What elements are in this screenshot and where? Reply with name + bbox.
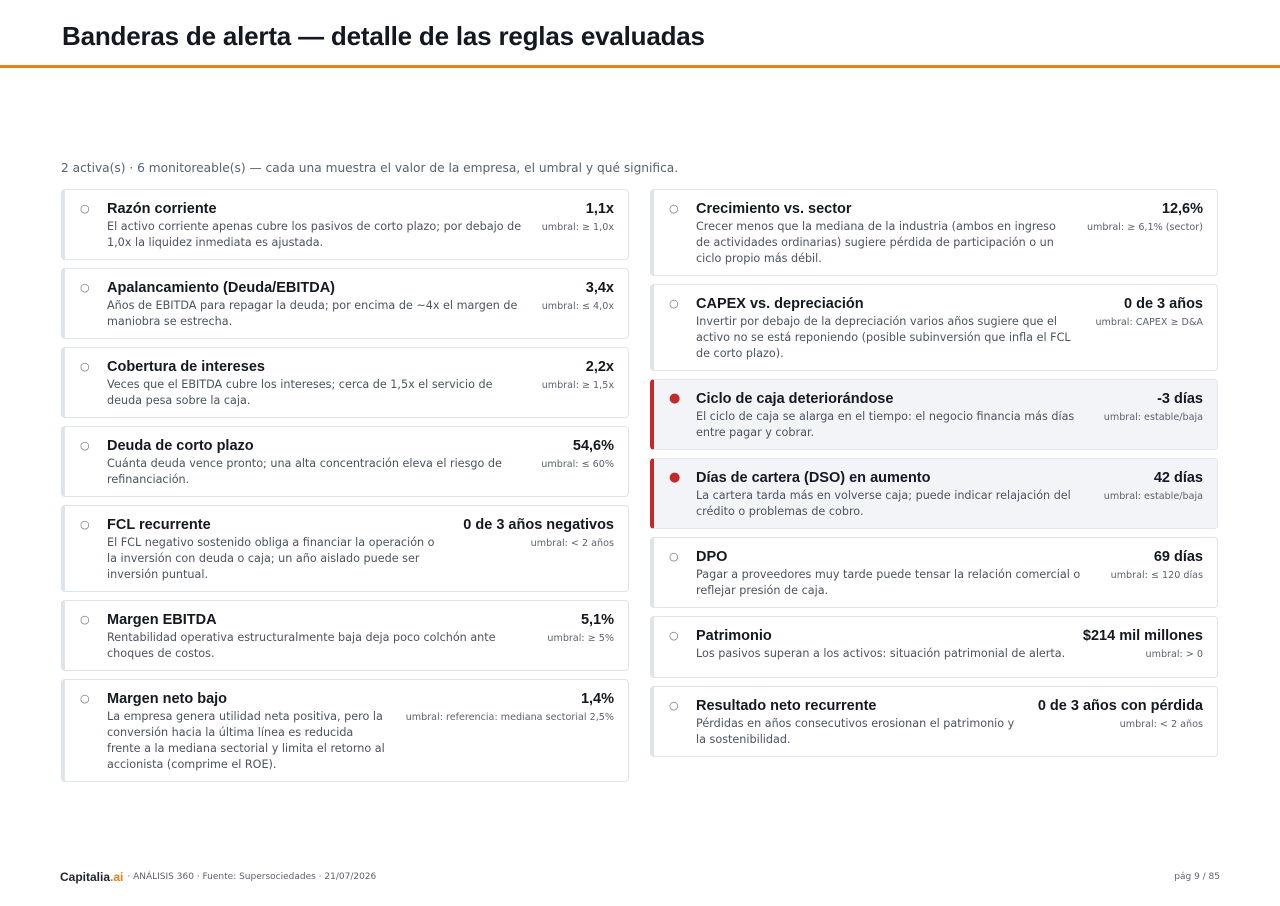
- rule-description: La empresa genera utilidad neta positiva, pero la conversión hacia la última línea es reducida frente a la mediana sectorial y limita el retorno al accionista (comprime el ROE).: [107, 710, 385, 771]
- rule-description: Años de EBITDA para repagar la deuda; por encima de ~4x el margen de maniobra se estrecha.: [107, 299, 518, 328]
- rules-column-right: [650, 189, 1218, 765]
- rule-description: Crecer menos que la mediana de la industria (ambos en ingreso de actividades ordinarias) sugiere pérdida de participación o un ciclo propio más débil.: [696, 220, 1056, 265]
- rule-name: Crecimiento vs. sector: [696, 201, 852, 217]
- rule-card: [61, 679, 629, 782]
- rule-card: [650, 537, 1218, 608]
- rule-value: 5,1%: [580, 612, 614, 628]
- rule-threshold: umbral: estable/baja: [1103, 491, 1203, 502]
- rule-threshold: umbral: ≥ 1,0x: [541, 222, 614, 233]
- rule-threshold: umbral: estable/baja: [1103, 412, 1203, 423]
- rule-name: Patrimonio: [696, 628, 772, 644]
- rule-name: CAPEX vs. depreciación: [696, 296, 864, 312]
- footer-source: · ANÁLISIS 360 · Fuente: Supersociedades · 21/07/2026: [127, 872, 377, 882]
- rule-threshold: umbral: ≤ 4,0x: [541, 301, 614, 312]
- circle-outline-icon: ○: [80, 439, 90, 452]
- rule-threshold: umbral: referencia: mediana sectorial 2,5%: [405, 712, 614, 723]
- rule-description: El activo corriente apenas cubre los pasivos de corto plazo; por debajo de 1,0x la liquidez inmediata es ajustada.: [107, 220, 522, 249]
- rule-value: $214 mil millones: [1082, 628, 1203, 644]
- circle-outline-icon: ○: [80, 202, 90, 215]
- rule-value: 3,4x: [585, 280, 614, 296]
- rule-card-active: [650, 379, 1218, 450]
- circle-outline-icon: ○: [80, 281, 90, 294]
- rule-value: 0 de 3 años con pérdida: [1037, 698, 1203, 714]
- rule-description: Invertir por debajo de la depreciación varios años sugiere que el activo no se está reponiendo (posible subinversión que infla el FCL de corto plazo).: [696, 315, 1071, 360]
- rule-card: [650, 284, 1218, 371]
- red-dot-icon: ●: [669, 470, 681, 485]
- rule-threshold: umbral: CAPEX ≥ D&A: [1095, 317, 1203, 328]
- rule-card: [61, 189, 629, 260]
- rules-column-left: [61, 189, 629, 790]
- rule-threshold: umbral: ≥ 6,1% (sector): [1086, 222, 1203, 233]
- rule-description: Los pasivos superan a los activos: situación patrimonial de alerta.: [696, 647, 1066, 660]
- rule-card: [61, 600, 629, 671]
- rule-card: [61, 268, 629, 339]
- rule-description: Veces que el EBITDA cubre los intereses; cerca de 1,5x el servicio de deuda pesa sobre la caja.: [107, 378, 493, 407]
- rule-name: Cobertura de intereses: [107, 359, 265, 375]
- rule-value: 12,6%: [1161, 201, 1203, 217]
- brand-logo: [60, 870, 123, 884]
- rule-value: 69 días: [1153, 549, 1203, 565]
- rule-description: Pagar a proveedores muy tarde puede tensar la relación comercial o reflejar presión de caja.: [696, 568, 1081, 597]
- circle-outline-icon: ○: [669, 550, 679, 563]
- rule-name: Margen EBITDA: [107, 612, 217, 628]
- rule-name: Ciclo de caja deteriorándose: [696, 391, 894, 407]
- rule-card: [650, 686, 1218, 757]
- rule-description: Pérdidas en años consecutivos erosionan el patrimonio y la sostenibilidad.: [696, 717, 1015, 746]
- rule-card-active: [650, 458, 1218, 529]
- rule-threshold: umbral: ≤ 120 días: [1110, 570, 1203, 581]
- rule-threshold: umbral: ≥ 5%: [547, 633, 614, 644]
- rule-threshold: umbral: < 2 años: [1119, 719, 1203, 730]
- rule-name: Días de cartera (DSO) en aumento: [696, 470, 931, 486]
- rule-threshold: umbral: ≥ 1,5x: [541, 380, 614, 391]
- rule-name: Apalancamiento (Deuda/EBITDA): [107, 280, 335, 296]
- flags-summary: 2 activa(s) · 6 monitoreable(s) — cada una muestra el valor de la empresa, el umbral y qué significa.: [61, 161, 679, 175]
- rule-card: [650, 189, 1218, 276]
- rule-name: Resultado neto recurrente: [696, 698, 877, 714]
- rule-description: Cuánta deuda vence pronto; una alta concentración eleva el riesgo de refinanciación.: [107, 457, 502, 486]
- circle-outline-icon: ○: [669, 202, 679, 215]
- page-footer: [60, 870, 1220, 884]
- circle-outline-icon: ○: [80, 613, 90, 626]
- circle-outline-icon: ○: [669, 629, 679, 642]
- red-dot-icon: ●: [669, 391, 681, 406]
- rule-threshold: umbral: < 2 años: [530, 538, 614, 549]
- rule-value: 2,2x: [585, 359, 614, 375]
- page-title: Banderas de alerta — detalle de las reglas evaluadas: [62, 21, 705, 51]
- page-number: pág 9 / 85: [1174, 872, 1220, 882]
- circle-outline-icon: ○: [80, 692, 90, 705]
- rule-name: DPO: [696, 549, 728, 565]
- rule-description: Rentabilidad operativa estructuralmente baja deja poco colchón ante choques de costos.: [107, 631, 496, 660]
- circle-outline-icon: ○: [669, 699, 679, 712]
- circle-outline-icon: ○: [80, 360, 90, 373]
- rule-threshold: umbral: > 0: [1145, 649, 1203, 660]
- rule-name: Deuda de corto plazo: [107, 438, 254, 454]
- rule-description: La cartera tarda más en volverse caja; puede indicar relajación del crédito o problemas de cobro.: [696, 489, 1071, 518]
- rule-name: FCL recurrente: [107, 517, 211, 533]
- rule-value: 0 de 3 años: [1124, 296, 1203, 312]
- rule-name: Razón corriente: [107, 201, 217, 217]
- rule-value: 0 de 3 años negativos: [463, 517, 614, 533]
- rule-value: 1,4%: [580, 691, 614, 707]
- rule-card: [61, 426, 629, 497]
- circle-outline-icon: ○: [669, 297, 679, 310]
- circle-outline-icon: ○: [80, 518, 90, 531]
- brand-suffix: .ai: [110, 870, 124, 884]
- rule-card: [61, 347, 629, 418]
- rule-card: [650, 616, 1218, 678]
- rule-description: El ciclo de caja se alarga en el tiempo: el negocio financia más días entre pagar y cobrar.: [696, 410, 1075, 439]
- rule-value: 54,6%: [572, 438, 614, 454]
- page-header: [0, 0, 1280, 68]
- rule-threshold: umbral: ≤ 60%: [541, 459, 614, 470]
- rule-value: 42 días: [1153, 470, 1203, 486]
- rule-name: Margen neto bajo: [107, 691, 228, 707]
- rule-description: El FCL negativo sostenido obliga a financiar la operación o la inversión con deuda o caja; un año aislado puede ser inversión puntual.: [107, 536, 435, 581]
- rule-card: [61, 505, 629, 592]
- rule-value: 1,1x: [585, 201, 614, 217]
- rule-value: -3 días: [1157, 391, 1203, 407]
- brand-name: Capitalia: [60, 870, 111, 884]
